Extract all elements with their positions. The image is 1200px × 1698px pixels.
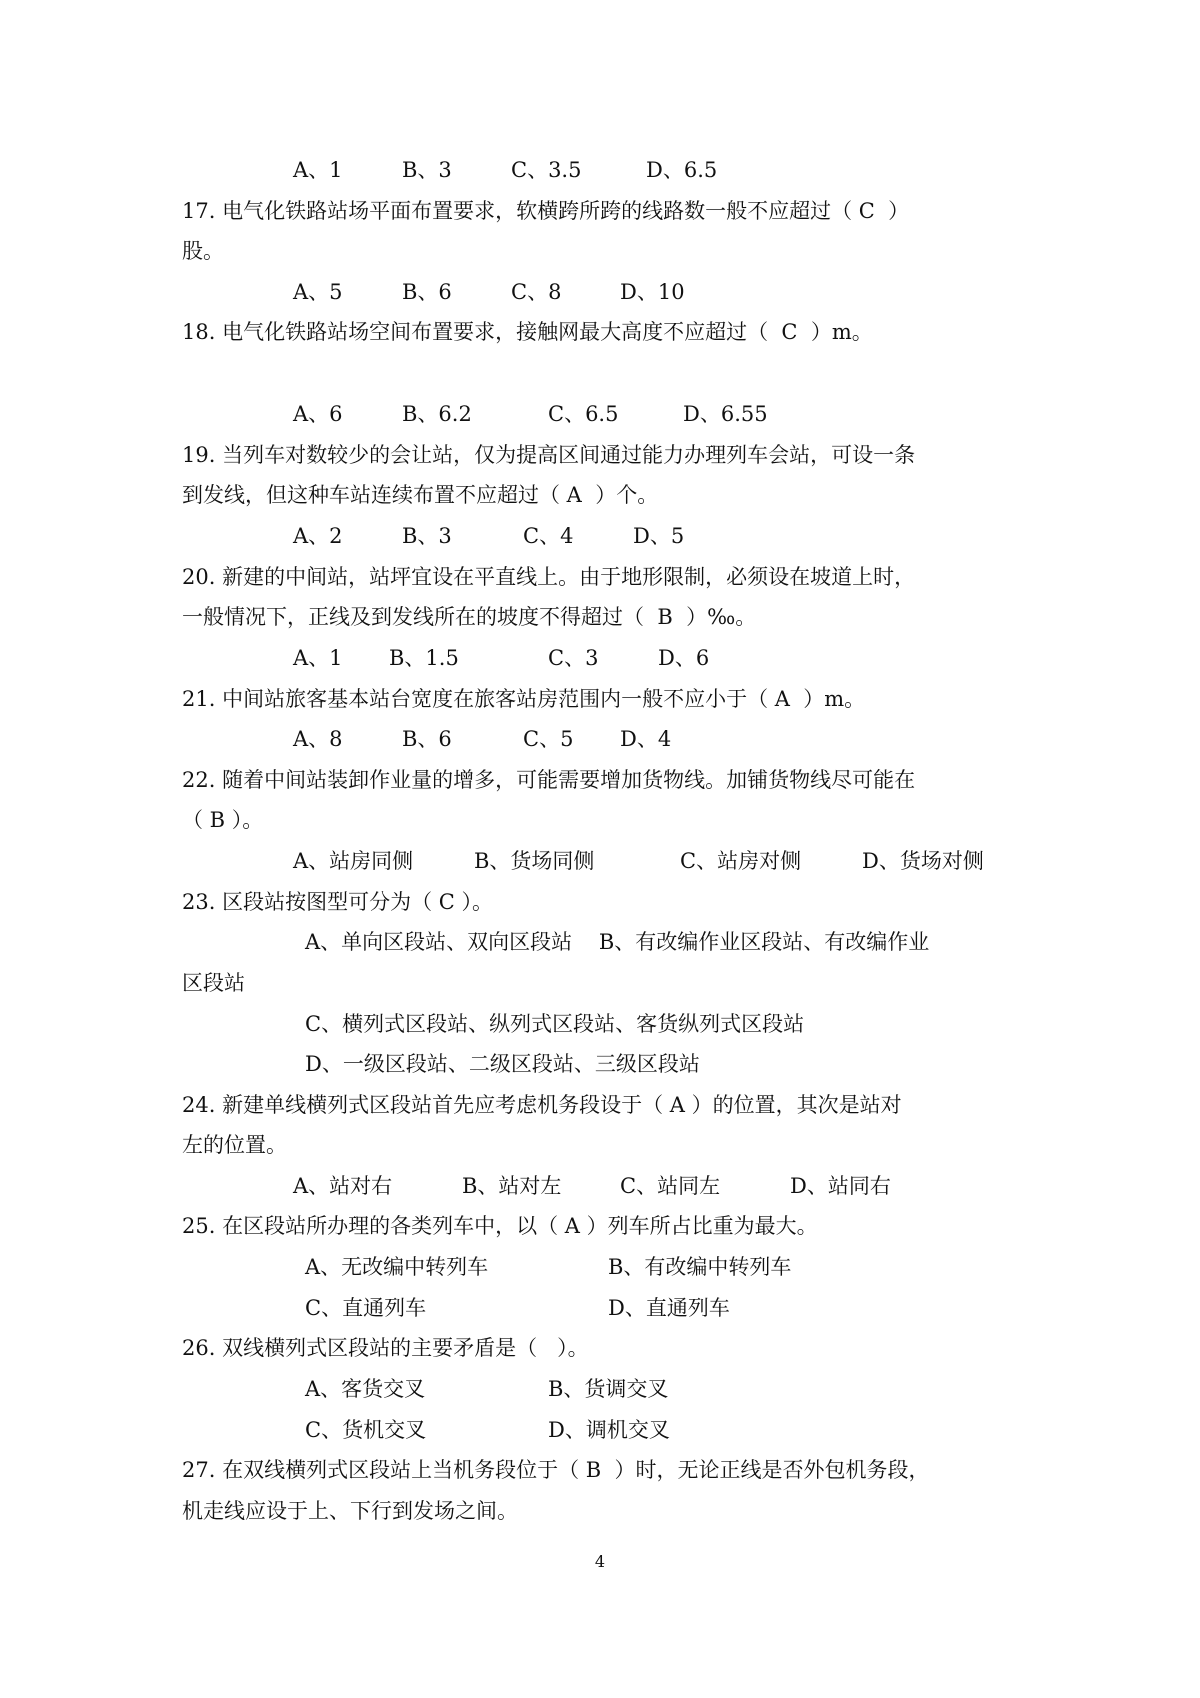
option-25-b: B、有改编中转列车 — [608, 1255, 792, 1279]
option-22-d: D、货场对侧 — [862, 849, 984, 873]
option-21-b: B、6 — [402, 727, 452, 751]
option-18-b: B、6.2 — [402, 402, 472, 426]
option-26-b: B、货调交叉 — [548, 1377, 669, 1401]
option-26-a: A、客货交叉 — [305, 1377, 426, 1401]
option-23-c: C、横列式区段站、纵列式区段站、客货纵列式区段站 — [305, 1012, 805, 1036]
option-24-a: A、站对右 — [293, 1174, 393, 1198]
option-23-ab-cont: 区段站 — [182, 971, 245, 995]
option-19-b: B、3 — [402, 524, 452, 548]
question-25-line-1: 25. 在区段站所办理的各类列车中，以（ A ）列车所占比重为最大。 — [182, 1214, 818, 1238]
option-17-d: D、10 — [620, 280, 685, 304]
option-16-c: C、3.5 — [511, 158, 582, 182]
question-24-line-2: 左的位置。 — [182, 1133, 287, 1157]
option-17-a: A、5 — [293, 280, 343, 304]
question-23-line-1: 23. 区段站按图型可分为（ C ）。 — [182, 890, 493, 914]
option-18-a: A、6 — [293, 402, 343, 426]
option-24-d: D、站同右 — [790, 1174, 891, 1198]
option-22-c: C、站房对侧 — [680, 849, 802, 873]
option-24-c: C、站同左 — [620, 1174, 721, 1198]
option-20-d: D、6 — [658, 646, 710, 670]
question-17-line-2: 股。 — [182, 239, 224, 263]
option-20-b: B、1.5 — [389, 646, 459, 670]
option-19-c: C、4 — [523, 524, 574, 548]
question-22-line-2: （ B ）。 — [182, 808, 264, 832]
option-26-d: D、调机交叉 — [548, 1418, 670, 1442]
option-18-d: D、6.55 — [683, 402, 768, 426]
question-19-line-1: 19. 当列车对数较少的会让站，仅为提高区间通过能力办理列车会站，可设一条 — [182, 443, 916, 467]
question-18-line-1: 18. 电气化铁路站场空间布置要求，接触网最大高度不应超过（ C ）m。 — [182, 320, 873, 344]
option-21-d: D、4 — [620, 727, 672, 751]
option-25-c: C、直通列车 — [305, 1296, 427, 1320]
question-24-line-1: 24. 新建单线横列式区段站首先应考虑机务段设于（ A ）的位置，其次是站对 — [182, 1093, 902, 1117]
option-22-b: B、货场同侧 — [474, 849, 595, 873]
question-27-line-1: 27. 在双线横列式区段站上当机务段位于（ B ）时，无论正线是否外包机务段， — [182, 1458, 930, 1482]
option-21-a: A、8 — [293, 727, 343, 751]
option-23-d: D、一级区段站、二级区段站、三级区段站 — [305, 1052, 700, 1076]
option-25-a: A、无改编中转列车 — [305, 1255, 489, 1279]
option-26-c: C、货机交叉 — [305, 1418, 427, 1442]
question-26-line-1: 26. 双线横列式区段站的主要矛盾是（ ）。 — [182, 1336, 589, 1360]
option-23-ab: A、单向区段站、双向区段站 B、有改编作业区段站、有改编作业 — [305, 930, 930, 954]
question-21-line-1: 21. 中间站旅客基本站台宽度在旅客站房范围内一般不应小于（ A ）m。 — [182, 687, 866, 711]
option-18-c: C、6.5 — [548, 402, 619, 426]
question-20-line-2: 一般情况下，正线及到发线所在的坡度不得超过（ B ）‰。 — [182, 605, 757, 629]
question-27-line-2: 机走线应设于上、下行到发场之间。 — [182, 1499, 518, 1523]
option-24-b: B、站对左 — [462, 1174, 562, 1198]
option-20-c: C、3 — [548, 646, 599, 670]
option-16-d: D、6.5 — [646, 158, 718, 182]
question-22-line-1: 22. 随着中间站装卸作业量的增多，可能需要增加货物线。加铺货物线尽可能在 — [182, 768, 916, 792]
option-17-b: B、6 — [402, 280, 452, 304]
question-19-line-2: 到发线，但这种车站连续布置不应超过（ A ）个。 — [182, 483, 659, 507]
option-25-d: D、直通列车 — [608, 1296, 730, 1320]
option-21-c: C、5 — [523, 727, 574, 751]
question-20-line-1: 20. 新建的中间站，站坪宜设在平直线上。由于地形限制，必须设在坡道上时， — [182, 565, 916, 589]
option-16-b: B、3 — [402, 158, 452, 182]
option-19-d: D、5 — [633, 524, 685, 548]
option-16-a: A、1 — [293, 158, 343, 182]
option-19-a: A、2 — [293, 524, 343, 548]
option-20-a: A、1 — [293, 646, 343, 670]
page-number: 4 — [594, 1552, 606, 1571]
option-17-c: C、8 — [511, 280, 562, 304]
option-22-a: A、站房同侧 — [293, 849, 414, 873]
question-17-line-1: 17. 电气化铁路站场平面布置要求，软横跨所跨的线路数一般不应超过（ C ） — [182, 199, 910, 223]
